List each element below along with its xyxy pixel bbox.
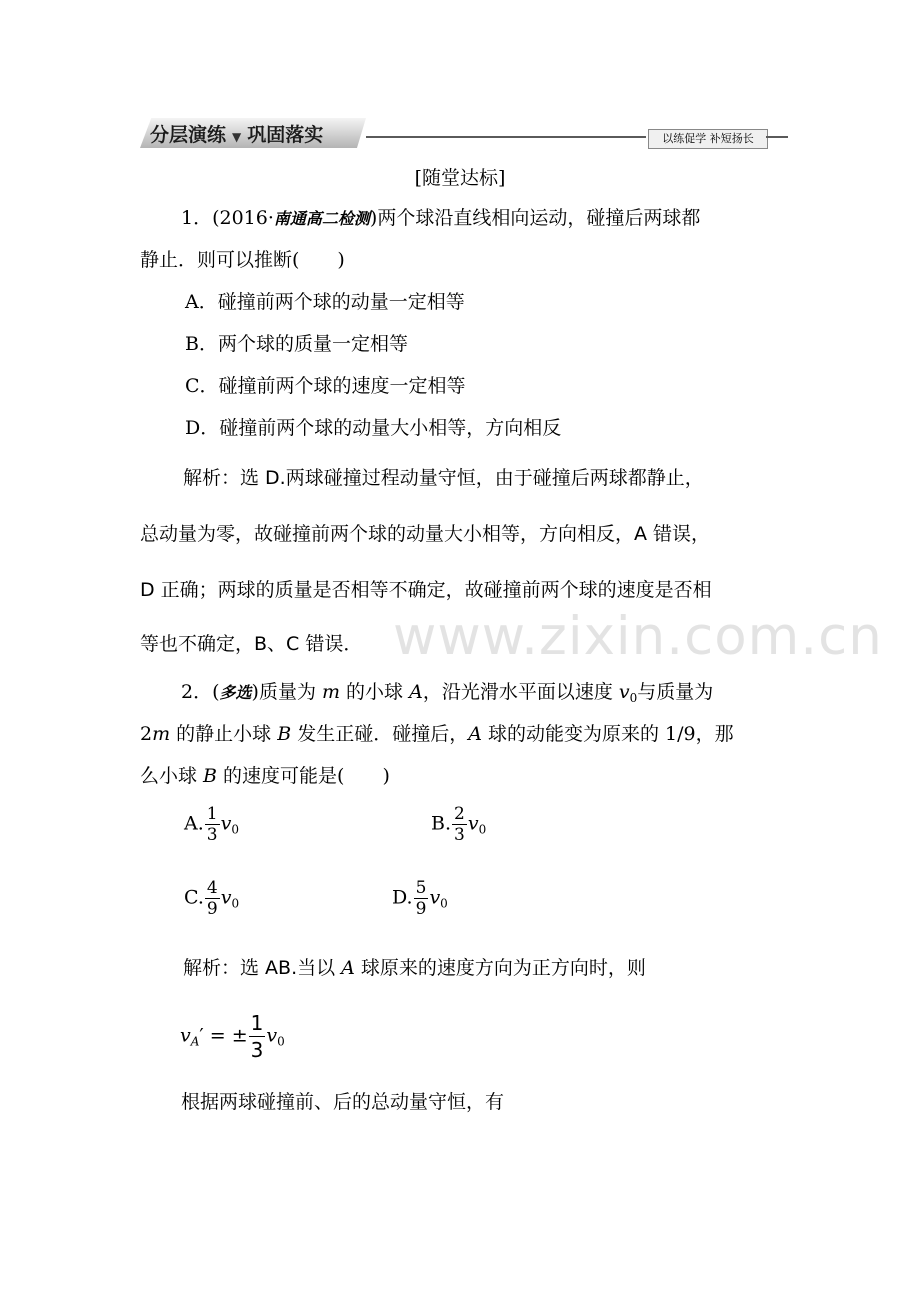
- q1-line2: 静止．则可以推断( ): [140, 249, 345, 271]
- q2-formula: $v_A'$ = ± $\frac{1}{3}$ $v_0$: [180, 1011, 285, 1062]
- q2-line3: 么小球 B 的速度可能是( ): [140, 765, 390, 787]
- q2-choice-b: B. $\frac{2}{3}$ $v_0$: [431, 804, 487, 845]
- q1-option-d: D．碰撞前两个球的动量大小相等，方向相反: [185, 417, 562, 439]
- watermark: www.zixin.com.cn: [393, 606, 883, 667]
- q2-line2: 2m 的静止小球 B 发生正碰．碰撞后，A 球的动能变为原来的 1/9，那: [140, 723, 734, 745]
- q1-option-c: C．碰撞前两个球的速度一定相等: [185, 375, 466, 397]
- header-rule-right: [766, 136, 788, 138]
- q1-option-a: A．碰撞前两个球的动量一定相等: [185, 291, 465, 313]
- q1-analysis-2: 总动量为零，故碰撞前两个球的动量大小相等，方向相反，A 错误，: [140, 523, 711, 545]
- q1-analysis-4: 等也不确定，B、C 错误．: [140, 633, 363, 655]
- q1-analysis-3: D 正确；两球的质量是否相等不确定，故碰撞前两个球的速度是否相: [140, 579, 712, 601]
- q1-option-b: B．两个球的质量一定相等: [185, 333, 408, 355]
- q2-line1: 2．(多选)质量为 m 的小球 A，沿光滑水平面以速度 $v_0$与质量为: [181, 681, 714, 705]
- header-rule: [366, 136, 646, 138]
- q2-analysis: 解析：选 AB.当以 A 球原来的速度方向为正方向时，则: [183, 957, 646, 979]
- q1-line1: 1．(2016·南通高二检测)两个球沿直线相向运动，碰撞后两球都: [181, 207, 701, 229]
- q2-choice-a: A. $\frac{1}{3}$ $v_0$: [184, 804, 239, 845]
- banner-title: 分层演练 ▼ 巩固落实: [150, 124, 324, 146]
- section-title: [随堂达标]: [414, 167, 506, 189]
- q2-choice-d: D. $\frac{5}{9}$ $v_0$: [392, 878, 448, 919]
- q2-last-line: 根据两球碰撞前、后的总动量守恒，有: [181, 1091, 505, 1113]
- triangle-down-icon: ▼: [232, 130, 242, 144]
- header-tag: 以练促学 补短扬长: [648, 129, 768, 149]
- q1-analysis-1: 解析：选 D.两球碰撞过程动量守恒，由于碰撞后两球都静止，: [183, 467, 704, 489]
- q2-choice-c: C. $\frac{4}{9}$ $v_0$: [184, 878, 240, 919]
